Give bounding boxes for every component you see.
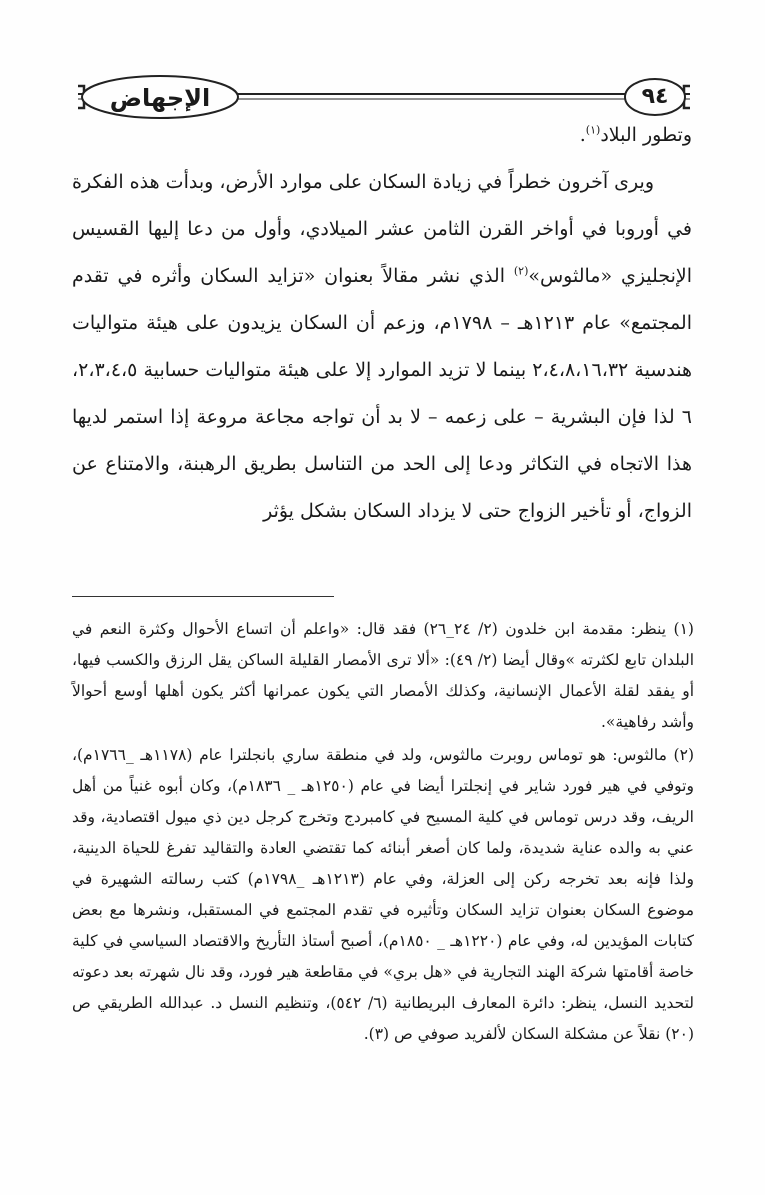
main-text	[72, 112, 692, 535]
footnote-divider	[72, 596, 334, 597]
footnote-2: (٢) مالثوس: هو توماس روبرت مالثوس، ولد في منطقة ساري بانجلترا عام (١١٧٨هـ _١٧٦٦م)، وتوفي في هير فورد شاير في إنجلترا أيضا في عام (١٢٥٠هـ _ ١٨٣٦م)، وكان أبوه غنياً من أهل الريف، وقد درس توماس في كلية المسيح في كامبردج وتخرج كرجل دين ذي ميول اقتصادية، وقد عني به والده عناية شديدة، ولما كان أصغر أبنائه كما تقتضي العادة والتقاليد تفرغ للحياة الدينية، ولذا فإنه بعد تخرجه ركن إلى العزلة، وفي عام (١٢١٣هـ _١٧٩٨م) كتب رسالته الشهيرة في موضوع السكان بعنوان تزايد السكان وتأثيره في تقدم المجتمع في المستقبل، ونشرها مع بعض كتابات المؤيدين له، وفي عام (١٢٢٠هـ _ ١٨٥٠م)، أصبح أستاذ التأريخ والاقتصاد السياسي في كلية خاصة أقامتها شركة الهند التجارية في «هل بري» في مقاطعة هير فورد، وقد نال شهرته بعد دعوته لتحديد النسل، ينظر: دائرة المعارف البريطانية (٦/ ٥٤٢)، وتنظيم النسل د. عبدالله الطريقي ص (٢٠) نقلاً عن مشكلة السكان لألفريد صوفي ص (٣).	[72, 746, 695, 1043]
footnotes	[72, 614, 694, 1052]
paragraph-text-a: ويرى آخرون خطراً في زيادة السكان على موارد الأرض، وبدأت هذه الفكرة في أوروبا في أواخر القرن الثامن عشر الميلادي، وأول من دعا إليها القسيس الإنجليزي «مالثوس»	[72, 171, 692, 287]
continuation-text: وتطور البلاد	[600, 124, 692, 146]
footnote-ref-1: (١)	[585, 123, 601, 137]
page-number: ٩٤	[641, 84, 669, 109]
paragraph-continuation: وتطور البلاد$^{(١)}$.	[579, 123, 692, 146]
paragraph-text-b: الذي نشر مقالاً بعنوان «تزايد السكان وأثره في تقدم المجتمع» عام ١٢١٣هـ – ١٧٩٨م، وزعم أن السكان يزيدون على هيئة متواليات هندسية ٢،٤،٨،١٦،٣٢ بينما لا تزيد الموارد إلا على هيئة متواليات حسابية ٢،٣،٤،٥، ٦ لذا فإن البشرية – على زعمه – لا بد أن تواجه مجاعة مروعة إذا استمر لديها هذا الاتجاه في التكاثر ودعا إلى الحد من التناسل بطريق الرهبنة، والامتناع عن الزواج، أو تأخير الزواج حتى لا يزداد السكان بشكل يؤثر	[72, 265, 692, 522]
running-title: الإجهاض	[109, 84, 211, 112]
page-header	[0, 0, 765, 125]
paragraph-malthus	[72, 159, 692, 535]
footnote-1: (١) ينظر: مقدمة ابن خلدون (٢/ ٢٤_٢٦) فقد قال: «واعلم أن اتساع الأحوال وكثرة النعم في البلدان تابع لكثرته »وقال أيضا (٢/ ٤٩): «ألا ترى الأمصار القليلة الساكن يقل الرزق والكسب فيها، أو يفقد لقلة الأعمال الإنسانية، وكذلك الأمصار التي يكون عمرانها أكثر يكون أهلها أوسع أحوالاً وأشد رفاهية».	[72, 620, 695, 731]
footnote-ref-2: (٢)	[513, 264, 529, 278]
